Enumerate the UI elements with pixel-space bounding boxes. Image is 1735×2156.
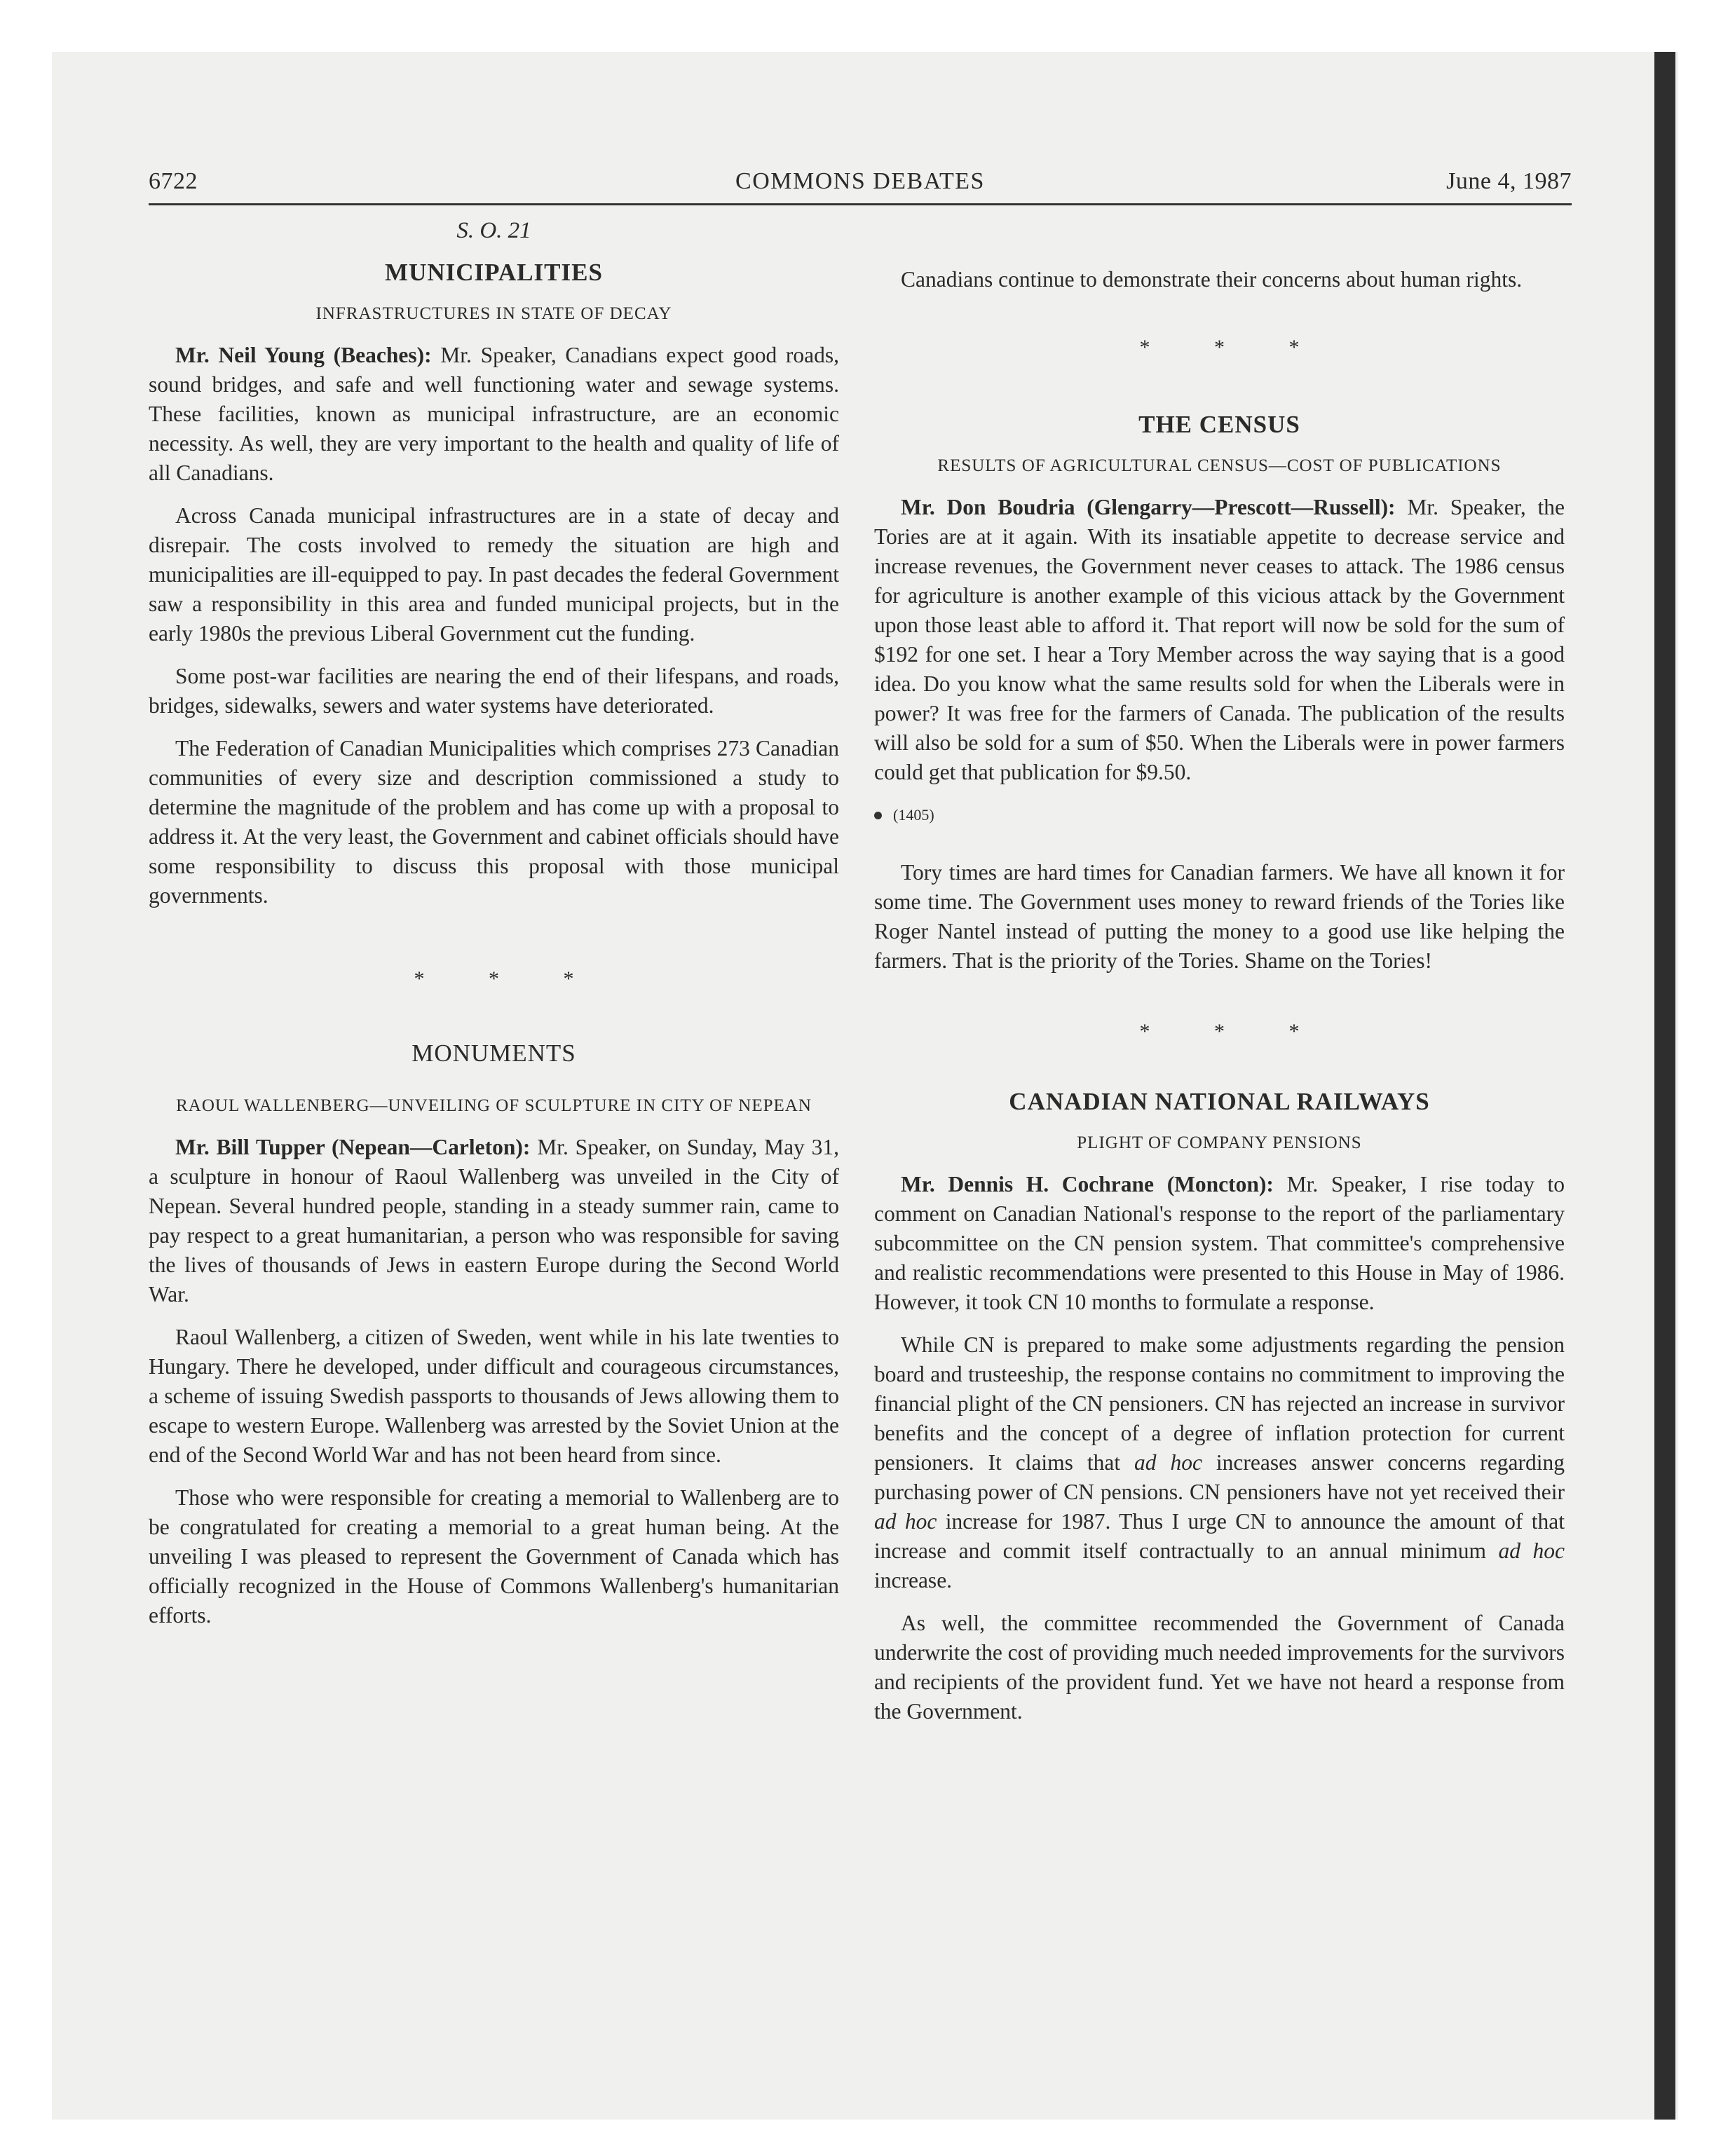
binding-edge — [1654, 52, 1675, 2120]
paragraph: While CN is prepared to make some adjustments regarding the pension board and trusteeship, the response contains no commitment to improving the financial plight of the CN pensioners. CN has rejected an increase in survivor benefits and the concept of a degree of inflation protection for current pensioners. It claims that ad hoc increases answer concerns regarding purchasing power of CN pensions. CN pensioners have not yet received their ad hoc increase for 1987. Thus I urge CN to announce the amount of that increase and commit itself contractually to an annual minimum ad hoc increase. — [874, 1332, 1565, 1592]
paragraph: Mr. Don Boudria (Glengarry—Prescott—Russell): Mr. Speaker, the Tories are at it again. With its insatiable appetite to decrease service and increase revenues, the Government never ceases to attack. The 1986 census for agriculture is another example of this vicious attack by the Government upon those least able to afford it. That report will now be sold for the sum of $192 for one set. I hear a Tory Member across the way saying that is a good idea. Do you know what the same results sold for when the Liberals were in power? It was free for the farmers of Canada. The publication of the results will also be sold for a sum of $50. When the Liberals were in power farmers could get that publication for $9.50. — [874, 495, 1565, 784]
section-heading-monuments: MONUMENTS — [411, 1039, 576, 1067]
header-rule — [149, 203, 1572, 205]
left-column — [149, 210, 839, 1644]
paragraph: The Federation of Canadian Municipalities which comprises 273 Canadian communities of every size and description commissioned a study to determine the magnitude of the problem and has come up with a proposal to address it. At the very least, the Government and cabinet officials should have some responsibility to discuss this proposal with those municipal governments. — [149, 736, 839, 908]
speaker-name: Mr. Don Boudria (Glengarry—Prescott—Russell): — [901, 495, 1396, 519]
paragraph: Mr. Neil Young (Beaches): Mr. Speaker, Canadians expect good roads, sound bridges, and safe and well functioning water and sewage systems. These facilities, known as municipal infrastructure, are an economic necessity. As well, they are very important to the health and quality of life of all Canadians. — [149, 343, 839, 485]
section-separator: * * * — [414, 967, 604, 990]
running-title: COMMONS DEBATES — [735, 168, 985, 194]
standing-order-label: S. O. 21 — [456, 218, 531, 243]
section-separator: * * * — [1139, 1020, 1329, 1043]
paragraph: Across Canada municipal infrastructures are in a state of decay and disrepair. The costs involved to remedy the situation are high and municipalities are ill-equipped to pay. In past decades the federal Government saw a responsibility in this area and funded municipal projects, but in the early 1980s the previous Liberal Government cut the funding. — [149, 503, 839, 646]
bullet-icon — [874, 812, 882, 819]
subheading-infrastructures: INFRASTRUCTURES IN STATE OF DECAY — [315, 304, 672, 323]
paragraph: Some post-war facilities are nearing the end of their lifespans, and roads, bridges, sidewalks, sewers and water systems have deteriorated. — [149, 664, 839, 718]
page-header — [149, 168, 1572, 205]
speaker-name: Mr. Dennis H. Cochrane (Moncton): — [901, 1172, 1274, 1196]
subheading-wallenberg: RAOUL WALLENBERG—UNVEILING OF SCULPTURE IN CITY OF NEPEAN — [176, 1096, 812, 1115]
paragraph: Canadians continue to demonstrate their concerns about human rights. — [901, 267, 1523, 292]
speaker-name: Mr. Bill Tupper (Nepean—Carleton): — [175, 1135, 531, 1159]
section-heading-census: THE CENSUS — [1138, 411, 1300, 438]
subheading-agricultural-census: RESULTS OF AGRICULTURAL CENSUS—COST OF PUBLICATIONS — [937, 456, 1502, 475]
subheading-company-pensions: PLIGHT OF COMPANY PENSIONS — [1077, 1133, 1362, 1152]
paragraph: Raoul Wallenberg, a citizen of Sweden, went while in his late twenties to Hungary. There he developed, under difficult and courageous circumstances, a scheme of issuing Swedish passports to thousands of Jews allowing them to escape to western Europe. Wallenberg was arrested by the Soviet Union at the end of the Second World War and has not been heard from since. — [149, 1325, 839, 1467]
time-marker: (1405) — [874, 800, 1565, 830]
right-column — [874, 210, 1565, 1740]
paragraph: Mr. Bill Tupper (Nepean—Carleton): Mr. Speaker, on Sunday, May 31, a sculpture in honour of Raoul Wallenberg was unveiled in the City of Nepean. Several hundred people, standing in a steady summer rain, came to pay respect to a great humanitarian, a person who was responsible for saving the lives of thousands of Jews in eastern Europe during the Second World War. — [149, 1135, 839, 1306]
speaker-name: Mr. Neil Young (Beaches): — [175, 343, 432, 367]
section-heading-cnr: CANADIAN NATIONAL RAILWAYS — [1009, 1088, 1430, 1115]
paragraph: Tory times are hard times for Canadian farmers. We have all known it for some time. The Government uses money to reward friends of the Tories like Roger Nantel instead of putting the money to a good use like helping the farmers. That is the priority of the Tories. Shame on the Tories! — [874, 860, 1565, 973]
paragraph: Mr. Dennis H. Cochrane (Moncton): Mr. Speaker, I rise today to comment on Canadian National's response to the report of the parliamentary subcommittee on the CN pension system. That committee's comprehensive and realistic recommendations were presented to this House in May of 1986. However, it took CN 10 months to formulate a response. — [874, 1172, 1565, 1314]
section-separator: * * * — [1139, 336, 1329, 359]
page-date: June 4, 1987 — [1446, 168, 1572, 194]
paragraph: As well, the committee recommended the Government of Canada underwrite the cost of providing much needed improvements for the survivors and recipients of the provident fund. Yet we have not heard a response from the Government. — [874, 1611, 1565, 1724]
page-number: 6722 — [149, 168, 198, 194]
paragraph: Those who were responsible for creating a memorial to Wallenberg are to be congratulated for creating a memorial to a great human being. At the unveiling I was pleased to represent the Government of Canada which has officially recognized in the House of Commons Wallenberg's humanitarian efforts. — [149, 1485, 839, 1628]
section-heading-municipalities: MUNICIPALITIES — [385, 259, 603, 286]
